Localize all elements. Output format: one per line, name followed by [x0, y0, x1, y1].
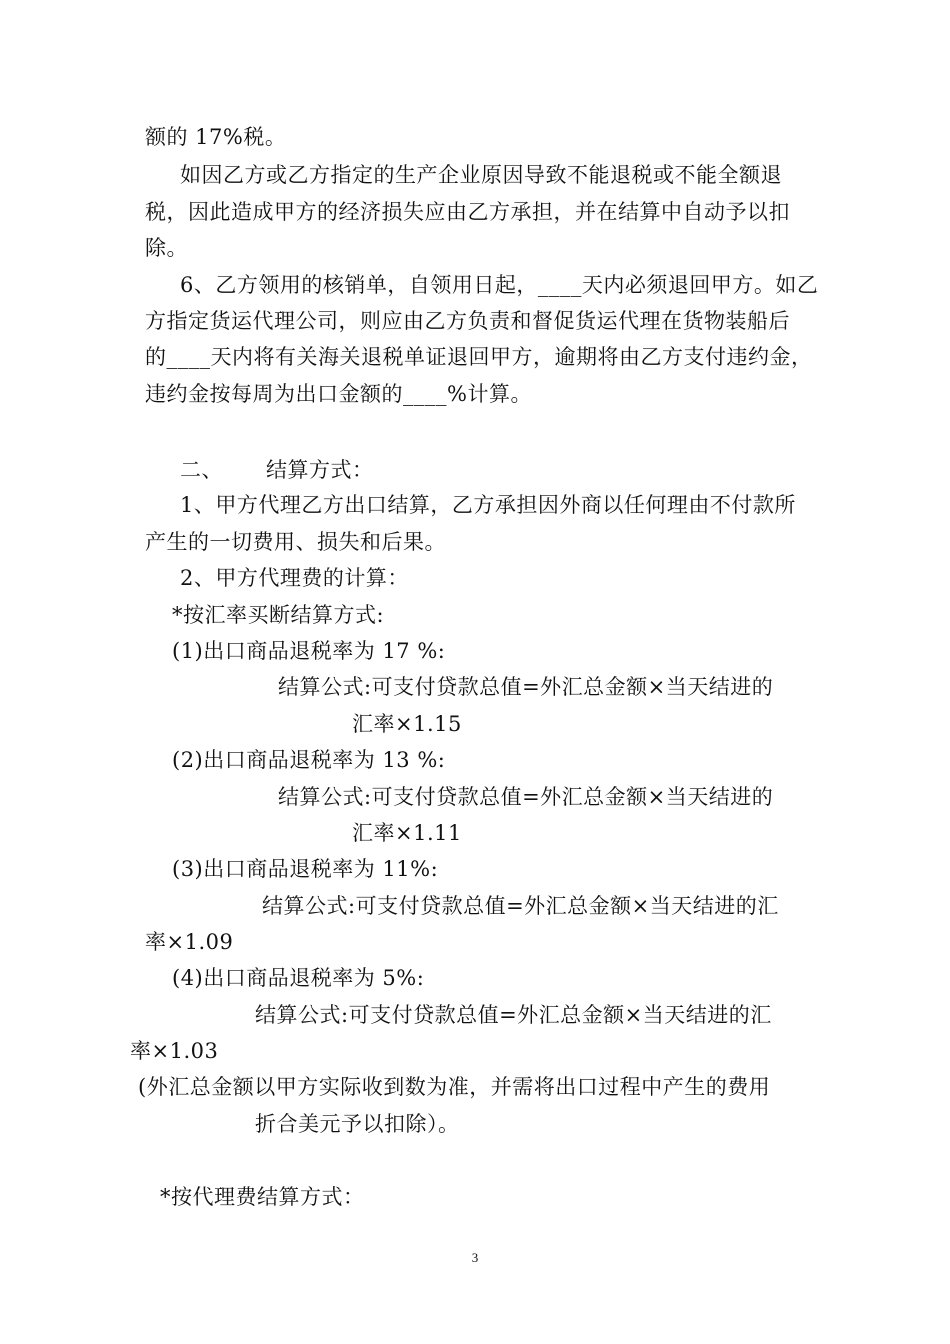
- text-line: (1)出口商品退税率为 17 %:: [172, 639, 446, 663]
- section-heading: 二、 结算方式：: [180, 458, 374, 482]
- text-line: 2、甲方代理费的计算：: [180, 566, 409, 590]
- formula-line: 率×1.09: [145, 930, 234, 954]
- text-line: 除。: [145, 236, 188, 260]
- formula-line: 结算公式:可支付贷款总值=外汇总金额×当天结进的汇: [262, 894, 779, 918]
- text-line: *按汇率买断结算方式:: [172, 603, 385, 627]
- formula-line: 汇率×1.11: [352, 821, 462, 845]
- formula-line: 汇率×1.15: [352, 712, 462, 736]
- formula-line: 结算公式:可支付贷款总值=外汇总金额×当天结进的: [278, 675, 774, 699]
- text-line: 1、甲方代理乙方出口结算，乙方承担因外商以任何理由不付款所: [180, 493, 796, 517]
- text-line: 的____天内将有关海关退税单证退回甲方，逾期将由乙方支付违约金，: [145, 345, 813, 369]
- text-line: 折合美元予以扣除）。: [255, 1112, 460, 1136]
- section-heading: *按代理费结算方式：: [160, 1185, 365, 1209]
- text-line: (4)出口商品退税率为 5%:: [172, 966, 425, 990]
- text-line: (2)出口商品退税率为 13 %:: [172, 748, 446, 772]
- text-line: 方指定货运代理公司，则应由乙方负责和督促货运代理在货物装船后: [145, 309, 790, 333]
- formula-line: 率×1.03: [130, 1039, 219, 1063]
- formula-line: 结算公式:可支付贷款总值=外汇总金额×当天结进的: [278, 785, 774, 809]
- text-line: 6、乙方领用的核销单，自领用日起，____天内必须退回甲方。如乙: [180, 273, 819, 297]
- text-line: 如因乙方或乙方指定的生产企业原因导致不能退税或不能全额退: [180, 163, 782, 187]
- text-line: (3)出口商品退税率为 11%:: [172, 857, 439, 881]
- text-line: 额的 17%税。: [145, 125, 287, 149]
- text-line: 税，因此造成甲方的经济损失应由乙方承担，并在结算中自动予以扣: [145, 200, 790, 224]
- formula-line: 结算公式:可支付贷款总值=外汇总金额×当天结进的汇: [255, 1003, 772, 1027]
- text-line: (外汇总金额以甲方实际收到数为准，并需将出口过程中产生的费用: [138, 1075, 771, 1099]
- page-number: 3: [471, 1250, 479, 1265]
- text-line: 违约金按每周为出口金额的____%计算。: [145, 382, 532, 406]
- text-line: 产生的一切费用、损失和后果。: [145, 530, 446, 554]
